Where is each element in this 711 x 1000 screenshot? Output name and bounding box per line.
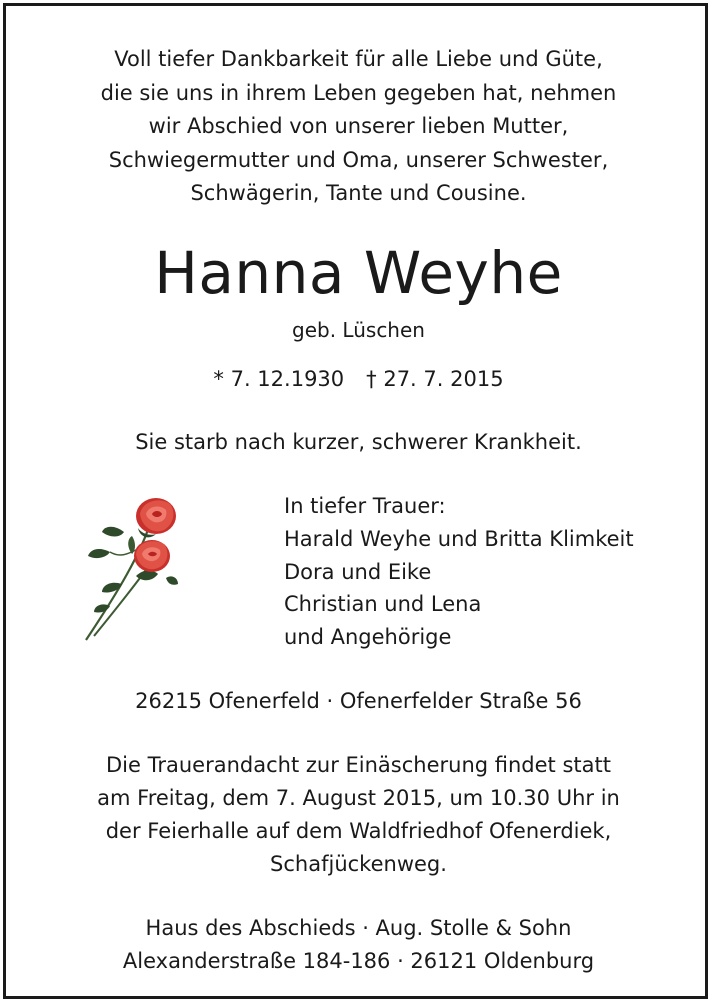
- mourners-heading: In tiefer Trauer:: [284, 494, 446, 518]
- life-dates: [6, 364, 711, 394]
- intro-line: Schwägerin, Tante und Cousine.: [190, 181, 527, 205]
- service-line: Die Trauerandacht zur Einäscherung findet statt: [106, 753, 611, 777]
- funeral-home-line: Alexanderstraße 184-186 · 26121 Oldenburg: [122, 949, 595, 973]
- birth-name: geb. Lüschen: [292, 318, 425, 342]
- intro-line: die sie uns in ihrem Leben gegeben hat, nehmen: [100, 80, 617, 105]
- mourner-entry: Harald Weyhe und Britta Klimkeit: [284, 526, 634, 551]
- family-address: 26215 Ofenerfeld · Ofenerfelder Straße 56: [135, 689, 582, 713]
- red-roses-icon: [80, 494, 190, 644]
- intro-line: wir Abschied von unserer lieben Mutter,: [148, 114, 569, 138]
- death-date: † 27. 7. 2015: [366, 367, 504, 391]
- service-line: Schafjückenweg.: [270, 852, 447, 876]
- intro-text: [6, 43, 711, 211]
- intro-line: Voll tiefer Dankbarkeit für alle Liebe und Güte,: [114, 47, 603, 71]
- deceased-name: Hanna Weyhe: [154, 239, 563, 307]
- birth-date: * 7. 12.1930: [213, 367, 345, 391]
- mourner-entry: Dora und Eike: [284, 559, 432, 584]
- obituary-notice: [3, 3, 708, 999]
- funeral-home-line: Haus des Abschieds · Aug. Stolle & Sohn: [145, 916, 572, 940]
- mourners-list: [284, 490, 634, 654]
- intro-line: Schwiegermutter und Oma, unserer Schwester,: [108, 147, 609, 172]
- death-note: Sie starb nach kurzer, schwerer Krankheit.: [135, 430, 582, 454]
- mourner-entry: und Angehörige: [284, 625, 452, 650]
- mourner-entry: Christian und Lena: [284, 592, 482, 617]
- service-details: [6, 749, 711, 881]
- service-line: der Feierhalle auf dem Waldfriedhof Ofenerdiek,: [105, 819, 612, 843]
- funeral-home: [6, 912, 711, 978]
- service-line: am Freitag, dem 7. August 2015, um 10.30 Uhr in: [97, 786, 620, 810]
